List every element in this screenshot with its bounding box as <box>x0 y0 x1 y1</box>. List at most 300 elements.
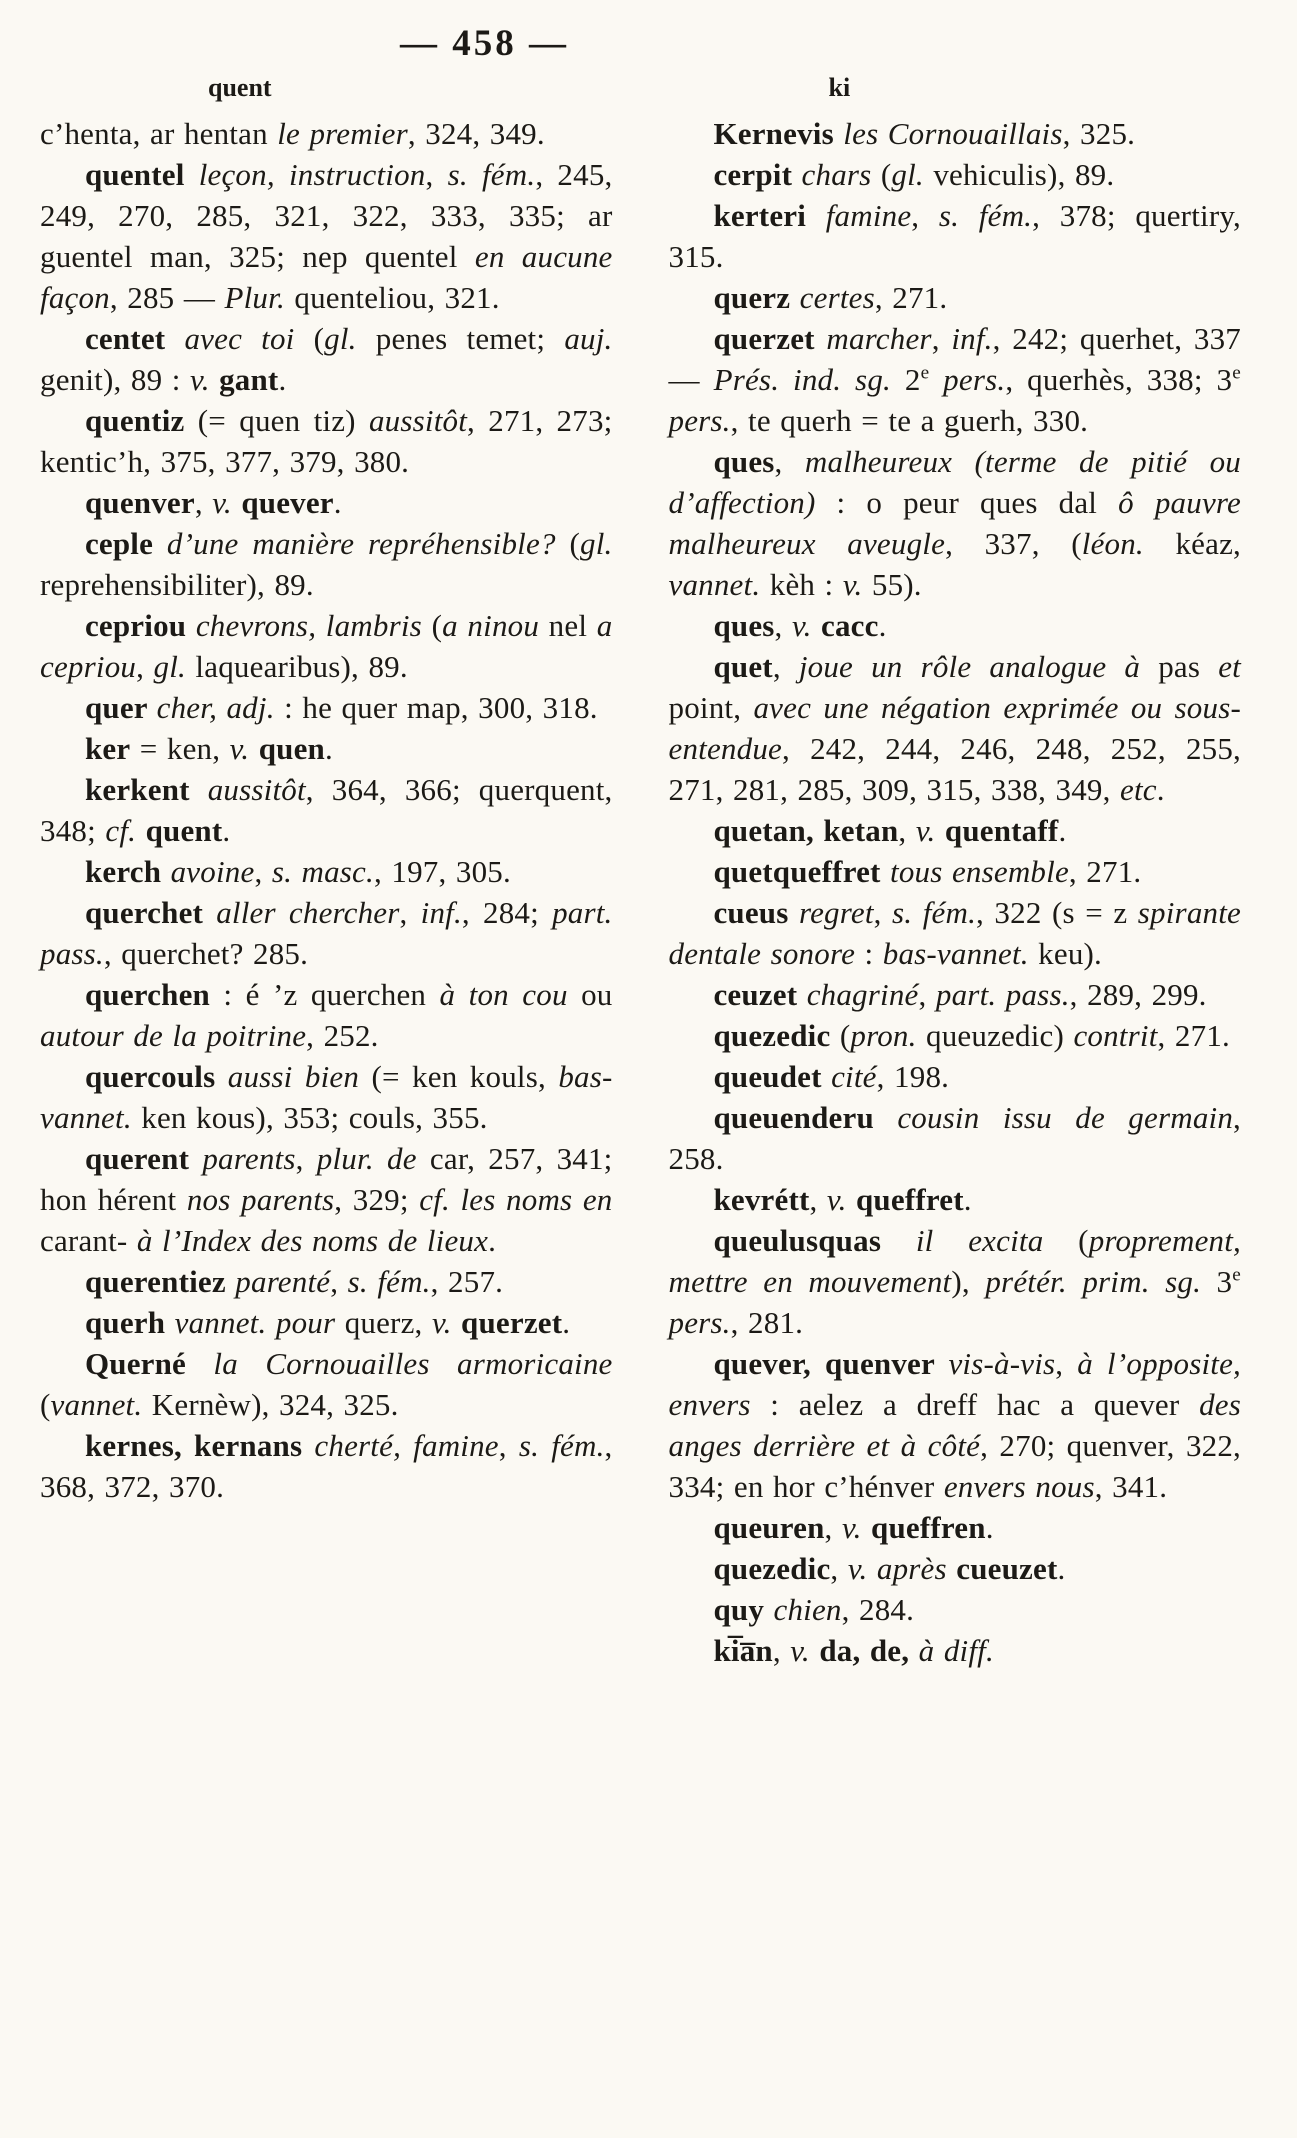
text-segment: gl. <box>324 320 357 356</box>
text-segment <box>935 813 944 848</box>
text-segment: . <box>325 730 333 766</box>
left-column-entries <box>40 113 613 1507</box>
text-segment: auj. <box>564 320 613 356</box>
text-segment: ( <box>830 1017 851 1053</box>
text-segment: pers. <box>668 402 731 438</box>
text-segment: carant- <box>40 1222 137 1258</box>
text-segment: quetan, ketan <box>713 812 899 848</box>
dictionary-entry <box>40 482 613 523</box>
two-column-layout <box>40 71 1241 1671</box>
text-segment: : aelez a dreff hac a quever <box>750 1386 1200 1422</box>
dictionary-entry <box>669 605 1242 646</box>
text-segment: . <box>1058 812 1067 848</box>
text-segment: les Cornouaillais <box>843 115 1063 151</box>
text-segment: queffren <box>871 1509 986 1545</box>
text-segment: querzet <box>713 320 827 356</box>
dictionary-entry <box>40 728 613 769</box>
text-segment: queffret <box>855 1181 964 1217</box>
text-segment: , <box>254 853 272 889</box>
text-segment: ( <box>871 156 892 192</box>
text-segment: , 325. <box>1062 115 1136 151</box>
text-segment: , 324, 349. <box>407 115 545 151</box>
text-segment: , 270; quenver, 322, 334; en hor c’hénver <box>668 1427 1242 1504</box>
right-column <box>669 71 1242 1671</box>
text-segment: le premier <box>277 115 408 151</box>
text-segment: kerteri <box>713 197 826 233</box>
text-segment: e <box>1232 362 1241 384</box>
text-segment: part. pass. <box>935 976 1070 1012</box>
dictionary-entry <box>669 1056 1242 1097</box>
text-segment: , 322 (s = z <box>976 894 1138 930</box>
text-segment <box>810 1633 819 1668</box>
dictionary-entry <box>40 1302 613 1343</box>
text-segment: , querhès, 338; 3 <box>1005 361 1233 397</box>
dictionary-entry <box>669 1220 1242 1343</box>
text-segment: , 198. <box>876 1058 950 1094</box>
text-segment <box>947 1551 956 1586</box>
text-segment: , 337, ( <box>945 525 1082 561</box>
text-segment: , 368, 372, 370. <box>40 1427 613 1504</box>
text-segment: kernes, kernans <box>84 1427 315 1463</box>
text-segment: à ton cou <box>439 976 568 1012</box>
text-segment: querchet <box>84 894 217 930</box>
dictionary-entry <box>669 1630 1242 1671</box>
text-segment: vis-à-vis <box>948 1345 1056 1381</box>
text-segment: cacc <box>821 607 879 643</box>
text-segment: cherté, famine <box>314 1427 499 1463</box>
text-segment: s. masc. <box>271 853 374 889</box>
text-segment: gl. <box>891 156 924 192</box>
dictionary-entry <box>40 1343 613 1425</box>
text-segment: plur. de <box>316 1140 417 1176</box>
text-segment: 3 <box>1201 1263 1233 1299</box>
text-segment: queuenderu <box>713 1099 898 1135</box>
text-segment: et <box>1218 648 1241 684</box>
dictionary-entry <box>669 1548 1242 1589</box>
text-segment: quentaff <box>944 812 1059 848</box>
text-segment: , 284. <box>841 1591 915 1627</box>
text-segment: malheureux (terme de pitié ou d’affection) <box>668 443 1241 520</box>
text-segment: ô pauvre malheureux aveugle <box>668 484 1241 561</box>
text-segment: v. <box>190 361 210 397</box>
right-column-entries <box>669 113 1242 1671</box>
text-segment: ceple <box>84 525 167 561</box>
text-segment: nos parents <box>186 1181 335 1217</box>
text-segment: , 242, 244, 246, 248, 252, 255, 271, 281, 285, 309, 315, 338, 349, <box>668 730 1241 807</box>
dictionary-entry <box>40 1056 613 1138</box>
text-segment: gant <box>219 361 279 397</box>
text-segment: quever, quenver <box>713 1345 949 1381</box>
text-segment: . <box>488 1222 497 1258</box>
text-segment: genit), 89 : <box>40 361 191 397</box>
dictionary-entry <box>40 1138 613 1261</box>
text-segment: pas <box>1140 648 1219 684</box>
text-segment: , querchet? 285. <box>103 935 309 971</box>
dictionary-entry <box>40 1261 613 1302</box>
text-segment <box>862 1510 871 1545</box>
text-segment: inf. <box>951 320 993 356</box>
text-segment: , 285 — <box>109 279 225 315</box>
text-segment: , <box>911 197 939 233</box>
text-segment: queudet <box>713 1058 832 1094</box>
dictionary-entry <box>669 892 1242 974</box>
text-segment: , <box>918 976 936 1012</box>
text-segment: part. pass. <box>40 894 613 971</box>
text-segment <box>232 485 241 520</box>
text-segment: des anges derrière et à côté <box>668 1386 1241 1463</box>
dictionary-entry <box>669 810 1242 851</box>
text-segment <box>249 731 258 766</box>
dictionary-entry <box>669 318 1242 441</box>
text-segment: inf. <box>420 894 462 930</box>
text-segment: chagriné <box>806 976 919 1012</box>
guide-word-right: ki <box>828 72 851 102</box>
text-segment: , 271, 273; kentic’h, 375, 377, 379, 380. <box>40 402 613 479</box>
dictionary-entry <box>40 974 613 1056</box>
text-segment: cepriou <box>84 607 196 643</box>
text-segment: , 271. <box>1068 853 1142 889</box>
text-segment: penes temet; <box>356 320 565 356</box>
text-segment: ( <box>40 1386 51 1422</box>
text-segment: kéaz, <box>1143 525 1241 561</box>
text-segment: d’une manière repréhensible? <box>166 525 556 561</box>
text-segment: querz, <box>335 1304 432 1340</box>
dictionary-entry <box>40 687 613 728</box>
text-segment: quent <box>145 812 223 848</box>
text-segment: querent <box>84 1140 203 1176</box>
text-segment: , <box>824 1509 842 1545</box>
text-segment: s. fém. <box>892 894 977 930</box>
text-segment: kèh : <box>760 566 843 602</box>
text-segment: certes <box>799 279 875 315</box>
dictionary-entry <box>40 892 613 974</box>
text-segment: , <box>330 1263 348 1299</box>
text-segment: quercouls <box>84 1058 228 1094</box>
text-segment: 2 <box>890 361 921 397</box>
text-segment: = ken, <box>130 730 230 766</box>
text-segment: cueus <box>713 894 799 930</box>
text-segment: , <box>425 156 448 192</box>
text-segment: ker <box>84 730 131 766</box>
text-segment: marcher <box>826 320 932 356</box>
text-segment: quenver <box>84 484 195 520</box>
text-segment: . <box>278 361 287 397</box>
text-segment: . <box>963 1181 972 1217</box>
dictionary-entry <box>40 318 613 400</box>
text-segment: autour de la poitrine <box>40 1017 307 1053</box>
text-segment <box>136 813 145 848</box>
text-segment: kevrétt <box>713 1181 810 1217</box>
text-segment: en aucune façon <box>40 238 613 315</box>
text-segment: keu). <box>1028 935 1103 971</box>
dictionary-entry <box>669 646 1242 810</box>
text-segment: ceuzet <box>713 976 807 1012</box>
text-segment: v. <box>841 1509 862 1545</box>
text-segment: parenté <box>235 1263 331 1299</box>
text-segment: , <box>136 648 154 684</box>
text-segment: vehiculis), 89. <box>923 156 1115 192</box>
text-segment: kerkent <box>84 771 208 807</box>
text-segment: avoine <box>170 853 255 889</box>
text-segment: proprement, mettre en mouvement <box>668 1222 1241 1299</box>
dictionary-entry <box>40 400 613 482</box>
text-segment: quever <box>241 484 334 520</box>
text-segment: à diff. <box>918 1632 994 1668</box>
text-segment: , 281. <box>730 1304 804 1340</box>
text-segment: cher, adj. <box>156 689 275 725</box>
text-segment: parents <box>202 1140 296 1176</box>
text-segment: : é ’z querchen <box>209 976 440 1012</box>
text-segment: , 245, 249, 270, 285, 321, 322, 333, 335; ar guentel man, 325; nep quentel <box>40 156 613 274</box>
text-segment: chevrons, lambris <box>195 607 422 643</box>
text-segment: bas-vannet. <box>882 935 1029 971</box>
text-segment: cerpit <box>713 156 802 192</box>
text-segment: point, <box>668 689 754 725</box>
dictionary-entry <box>40 851 613 892</box>
text-segment: ou <box>567 976 613 1012</box>
text-segment: , <box>898 812 916 848</box>
text-segment: , <box>772 1632 791 1668</box>
text-segment: queuzedic) <box>916 1017 1074 1053</box>
text-segment: v. <box>915 812 936 848</box>
text-segment <box>929 362 943 397</box>
text-segment: quentel <box>84 156 199 192</box>
text-segment: , <box>774 607 792 643</box>
text-segment: v. <box>212 484 232 520</box>
text-segment: a ninou <box>442 607 540 643</box>
text-segment: , 197, 305. <box>373 853 511 889</box>
text-segment: contrit <box>1073 1017 1158 1053</box>
text-segment: leçon, instruction <box>198 156 426 192</box>
text-segment: quezedic <box>713 1550 831 1586</box>
text-segment: queuren <box>713 1509 825 1545</box>
text-segment: , 289, 299. <box>1069 976 1207 1012</box>
text-segment: pron. <box>850 1017 917 1053</box>
text-segment: , 258. <box>668 1099 1241 1176</box>
text-segment: : he quer map, 300, 318. <box>274 689 598 725</box>
text-segment: . <box>333 484 342 520</box>
text-segment: regret <box>798 894 874 930</box>
page-number: — 458 — <box>400 23 569 64</box>
text-segment: s. fém. <box>447 156 536 192</box>
text-segment: léon. <box>1081 525 1144 561</box>
text-segment: aller chercher <box>216 894 400 930</box>
text-segment: quentiz <box>84 402 185 438</box>
text-segment: quer <box>84 689 157 725</box>
text-segment: ( <box>294 320 325 356</box>
text-segment: 55). <box>862 566 922 602</box>
text-segment: Kernevis <box>713 115 844 151</box>
text-segment: , 252. <box>306 1017 379 1053</box>
text-segment: . <box>562 1304 571 1340</box>
text-segment: . <box>222 812 231 848</box>
text-segment: Prés. ind. sg. <box>713 361 891 397</box>
text-segment: ( <box>1043 1222 1089 1258</box>
text-segment: , <box>1055 1345 1078 1381</box>
text-segment: , 284; <box>461 894 553 930</box>
dictionary-entry <box>669 1343 1242 1507</box>
text-segment: , <box>399 894 421 930</box>
text-segment: a cepriou <box>40 607 613 684</box>
text-segment: bas-vannet. <box>40 1058 613 1135</box>
text-segment: à l’opposite, envers <box>668 1345 1241 1422</box>
text-segment: (= ken kouls, <box>359 1058 559 1094</box>
text-segment: , 364, 366; querquent, 348; <box>40 771 613 848</box>
text-segment: etc <box>1120 771 1157 807</box>
text-segment: tous ensemble <box>890 853 1069 889</box>
text-segment <box>909 1633 918 1668</box>
text-segment: v. <box>826 1181 847 1217</box>
text-segment: s. fém. <box>938 197 1033 233</box>
text-segment: pers. <box>668 1304 731 1340</box>
text-segment: cueuzet <box>956 1550 1058 1586</box>
text-segment: aussi bien <box>227 1058 360 1094</box>
dictionary-entry <box>40 113 613 154</box>
text-segment: quen <box>258 730 325 766</box>
text-segment: , 271. <box>1157 1017 1230 1053</box>
text-segment <box>452 1305 461 1340</box>
text-segment: : o peur ques dal <box>815 484 1119 520</box>
text-segment <box>847 1182 856 1217</box>
dictionary-entry <box>669 1097 1242 1179</box>
text-segment: joue un rôle analogue à <box>798 648 1141 684</box>
text-segment: . <box>1156 771 1165 807</box>
text-segment: envers nous <box>943 1468 1095 1504</box>
text-segment: v. <box>842 566 863 602</box>
text-segment: quy <box>713 1591 774 1627</box>
text-segment: , <box>830 1550 848 1586</box>
dictionary-entry <box>669 1589 1242 1630</box>
text-segment: reprehensibiliter), 89. <box>40 566 314 602</box>
text-segment: v. <box>229 730 250 766</box>
text-segment: . <box>1057 1550 1066 1586</box>
text-segment: , te querh = te a guerh, 330. <box>730 402 1089 438</box>
text-segment: la Cornouailles armoricaine <box>213 1345 613 1381</box>
left-column <box>40 71 613 1671</box>
text-segment: querz <box>713 279 800 315</box>
text-segment <box>812 608 821 643</box>
text-segment: , <box>873 894 893 930</box>
dictionary-entry <box>40 154 613 318</box>
text-segment: , <box>774 443 805 479</box>
text-segment: quetqueffret <box>713 853 891 889</box>
text-segment: quet <box>713 648 773 684</box>
text-segment: pers. <box>943 361 1006 397</box>
text-segment: e <box>920 362 930 384</box>
text-segment: chars <box>801 156 872 192</box>
text-segment: ( <box>421 607 443 643</box>
text-segment: , <box>931 320 952 356</box>
dictionary-entry <box>40 523 613 605</box>
text-segment: , 271. <box>874 279 948 315</box>
text-segment: gl. <box>153 648 186 684</box>
text-segment: aussitôt <box>207 771 306 807</box>
text-segment: avec une négation exprimée ou sous-entendue <box>668 689 1241 766</box>
text-segment <box>210 362 219 397</box>
text-segment: chien <box>773 1591 842 1627</box>
text-segment: famine <box>825 197 912 233</box>
dictionary-entry <box>669 154 1242 195</box>
text-segment: nel <box>539 607 597 643</box>
text-segment: v. après <box>847 1550 947 1586</box>
text-segment: cf. les noms en <box>419 1181 613 1217</box>
text-segment: ), <box>951 1263 986 1299</box>
text-segment: . <box>878 607 887 643</box>
text-segment: , <box>809 1181 827 1217</box>
text-segment: , <box>194 484 213 520</box>
text-segment: aussitôt <box>368 402 468 438</box>
text-segment: laquearibus), 89. <box>185 648 408 684</box>
text-segment: , 242; querhet, 337 — <box>668 320 1241 397</box>
text-segment: , 341. <box>1094 1468 1168 1504</box>
text-segment: querzet <box>461 1304 563 1340</box>
text-segment: Querné <box>84 1345 214 1381</box>
text-segment: , 257. <box>430 1263 504 1299</box>
text-segment: gl. <box>580 525 613 561</box>
text-segment: v. <box>791 607 812 643</box>
text-segment: ques <box>713 443 775 479</box>
text-segment: il excita <box>915 1222 1044 1258</box>
dictionary-entry <box>669 1179 1242 1220</box>
text-segment: cousin issu de germain <box>897 1099 1234 1135</box>
text-segment: querentiez <box>84 1263 236 1299</box>
text-segment: ki̅a̅n <box>713 1632 773 1668</box>
text-segment: v. <box>790 1632 810 1668</box>
dictionary-entry <box>669 441 1242 605</box>
text-segment: ques <box>713 607 775 643</box>
text-segment: cf. <box>105 812 137 848</box>
text-segment: spirante dentale sonore <box>668 894 1241 971</box>
text-segment: (= quen tiz) <box>184 402 369 438</box>
text-segment: s. fém. <box>518 1427 605 1463</box>
text-segment: ken kous), 353; couls, 355. <box>131 1099 488 1135</box>
dictionary-entry <box>40 769 613 851</box>
dictionary-entry <box>669 851 1242 892</box>
text-segment: v. <box>431 1304 452 1340</box>
text-segment: vannet. <box>668 566 761 602</box>
text-segment: quenteliou, 321. <box>284 279 500 315</box>
text-segment: querh <box>84 1304 175 1340</box>
text-segment: car, 257, 341; hon hérent <box>40 1140 613 1217</box>
text-segment: : <box>855 935 883 971</box>
text-segment: kerch <box>84 853 171 889</box>
text-segment: . <box>985 1509 994 1545</box>
text-segment: avec toi <box>184 320 295 356</box>
text-segment: quezedic <box>713 1017 831 1053</box>
text-segment: Plur. <box>224 279 285 315</box>
text-segment: s. fém. <box>347 1263 431 1299</box>
text-segment: à l’Index des noms de lieux <box>136 1222 489 1258</box>
text-segment: vannet. pour <box>174 1304 336 1340</box>
text-segment: e <box>1232 1264 1241 1286</box>
text-segment: , <box>772 648 799 684</box>
text-segment: , <box>498 1427 519 1463</box>
text-segment: , 378; quertiry, 315. <box>668 197 1241 274</box>
text-segment: vannet. <box>50 1386 143 1422</box>
text-segment: prétér. prim. sg. <box>985 1263 1202 1299</box>
text-segment: querchen <box>84 976 210 1012</box>
dictionary-entry <box>669 1507 1242 1548</box>
dictionary-entry <box>40 1425 613 1507</box>
text-segment: ( <box>555 525 581 561</box>
text-segment: , <box>295 1140 317 1176</box>
text-segment: cité <box>831 1058 877 1094</box>
dictionary-entry <box>40 605 613 687</box>
dictionary-entry <box>669 974 1242 1015</box>
text-segment: centet <box>84 320 185 356</box>
text-segment: queulusquas <box>713 1222 916 1258</box>
text-segment: , 329; <box>334 1181 420 1217</box>
